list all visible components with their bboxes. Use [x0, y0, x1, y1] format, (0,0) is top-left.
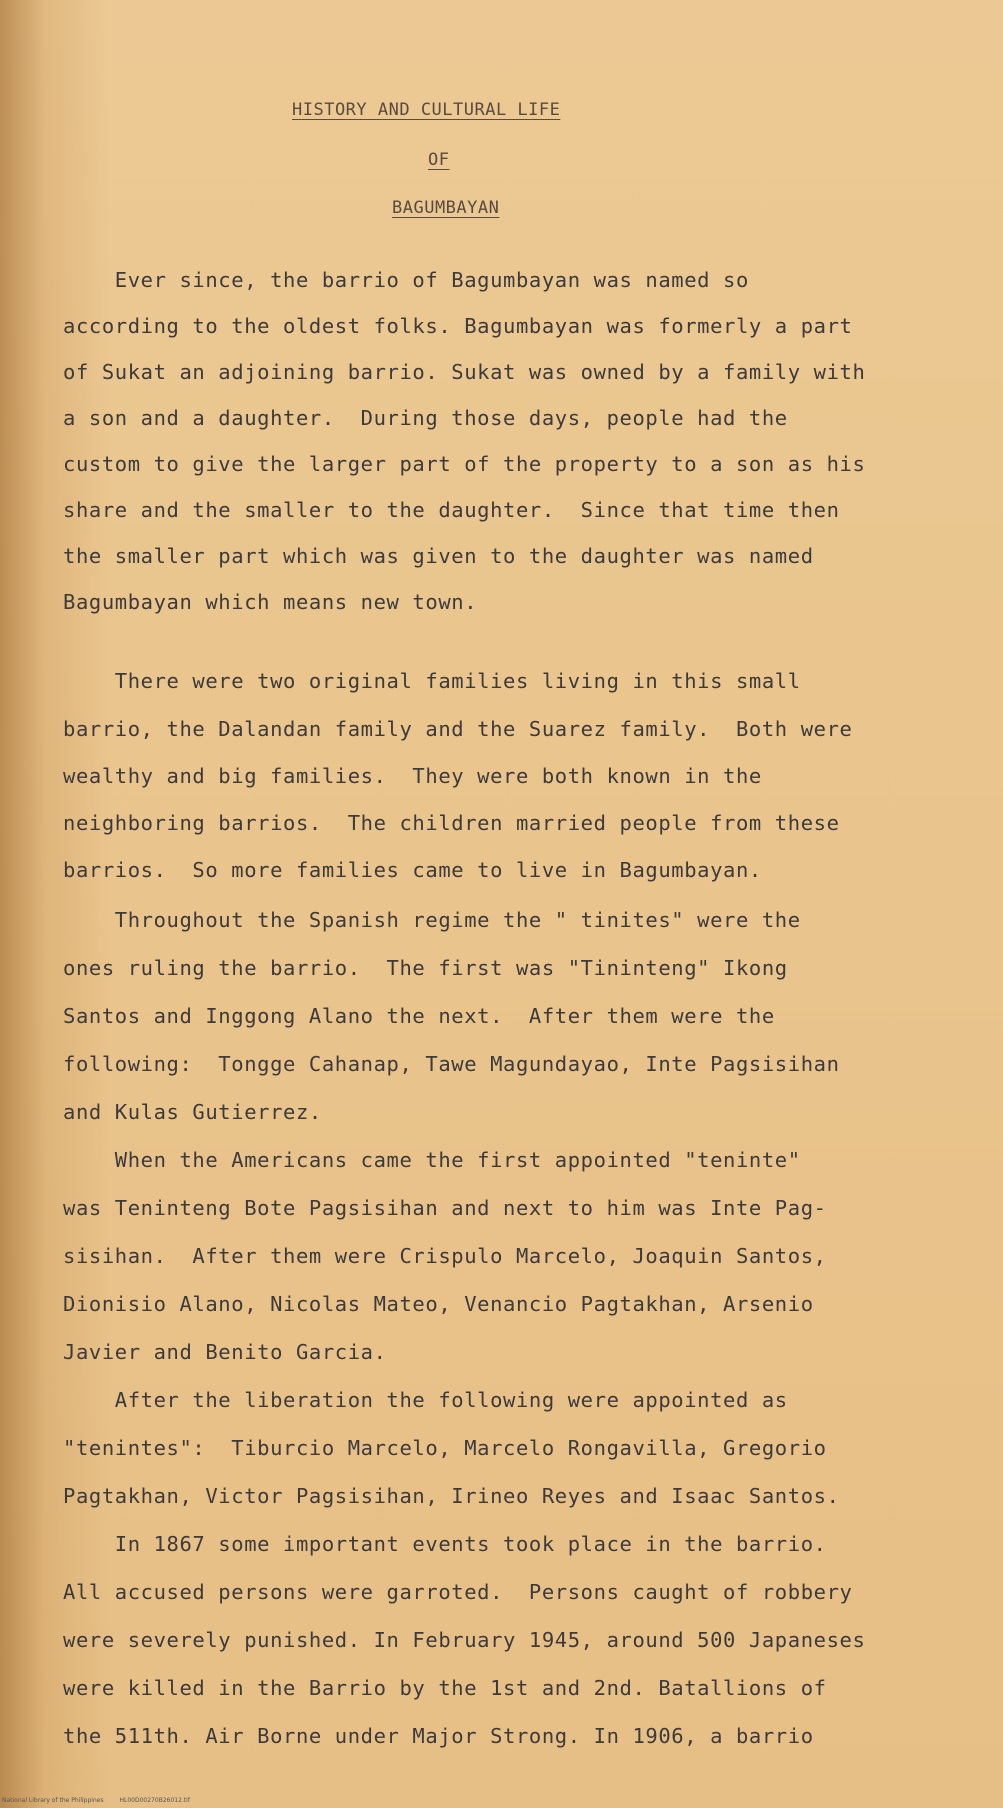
- text-line: was Teninteng Bote Pagsisihan and next to him was Inte Pag-: [63, 1196, 827, 1220]
- text-line: Santos and Inggong Alano the next. After them were the: [63, 1004, 775, 1028]
- text-line: of Sukat an adjoining barrio. Sukat was owned by a family with: [63, 360, 866, 384]
- text-line: There were two original families living in this small: [63, 669, 801, 693]
- text-line: When the Americans came the first appointed "teninte": [63, 1148, 801, 1172]
- text-line: custom to give the larger part of the property to a son as his: [63, 452, 866, 476]
- text-line: Bagumbayan which means new town.: [63, 590, 478, 614]
- text-line: ones ruling the barrio. The first was "Tininteng" Ikong: [63, 956, 788, 980]
- text-line: Pagtakhan, Victor Pagsisihan, Irineo Reyes and Isaac Santos.: [63, 1484, 840, 1508]
- text-line: Throughout the Spanish regime the " tinites" were the: [63, 908, 801, 932]
- text-line: share and the smaller to the daughter. Since that time then: [63, 498, 840, 522]
- text-line: wealthy and big families. They were both known in the: [63, 764, 762, 788]
- text-line: All accused persons were garroted. Persons caught of robbery: [63, 1580, 853, 1604]
- text-line: "tenintes": Tiburcio Marcelo, Marcelo Rongavilla, Gregorio: [63, 1436, 827, 1460]
- document-title-line-3: BAGUMBAYAN: [392, 198, 500, 218]
- text-line: and Kulas Gutierrez.: [63, 1100, 322, 1124]
- text-line: neighboring barrios. The children married people from these: [63, 811, 840, 835]
- text-line: were severely punished. In February 1945, around 500 Japaneses: [63, 1628, 866, 1652]
- text-line: following: Tongge Cahanap, Tawe Magundayao, Inte Pagsisihan: [63, 1052, 840, 1076]
- text-line: barrio, the Dalandan family and the Suarez family. Both were: [63, 717, 853, 741]
- text-line: After the liberation the following were appointed as: [63, 1388, 788, 1412]
- text-line: the 511th. Air Borne under Major Strong. In 1906, a barrio: [63, 1724, 814, 1748]
- document-title-line-1: HISTORY AND CULTURAL LIFE: [292, 100, 561, 120]
- footer-file-name: HL00D00270B26012.tif: [119, 1797, 190, 1804]
- text-line: barrios. So more families came to live in Bagumbayan.: [63, 858, 762, 882]
- text-line: a son and a daughter. During those days, people had the: [63, 406, 788, 430]
- text-line: sisihan. After them were Crispulo Marcelo, Joaquin Santos,: [63, 1244, 827, 1268]
- text-line: according to the oldest folks. Bagumbayan was formerly a part: [63, 314, 853, 338]
- text-line: Javier and Benito Garcia.: [63, 1340, 387, 1364]
- text-line: were killed in the Barrio by the 1st and 2nd. Batallions of: [63, 1676, 827, 1700]
- footer-library-name: National Library of the Philippines: [2, 1797, 104, 1804]
- document-title-line-2: OF: [428, 150, 450, 170]
- text-line: the smaller part which was given to the daughter was named: [63, 544, 814, 568]
- text-line: Ever since, the barrio of Bagumbayan was named so: [63, 268, 749, 292]
- text-line: In 1867 some important events took place in the barrio.: [63, 1532, 827, 1556]
- scan-footer: [2, 1797, 204, 1804]
- text-line: Dionisio Alano, Nicolas Mateo, Venancio Pagtakhan, Arsenio: [63, 1292, 814, 1316]
